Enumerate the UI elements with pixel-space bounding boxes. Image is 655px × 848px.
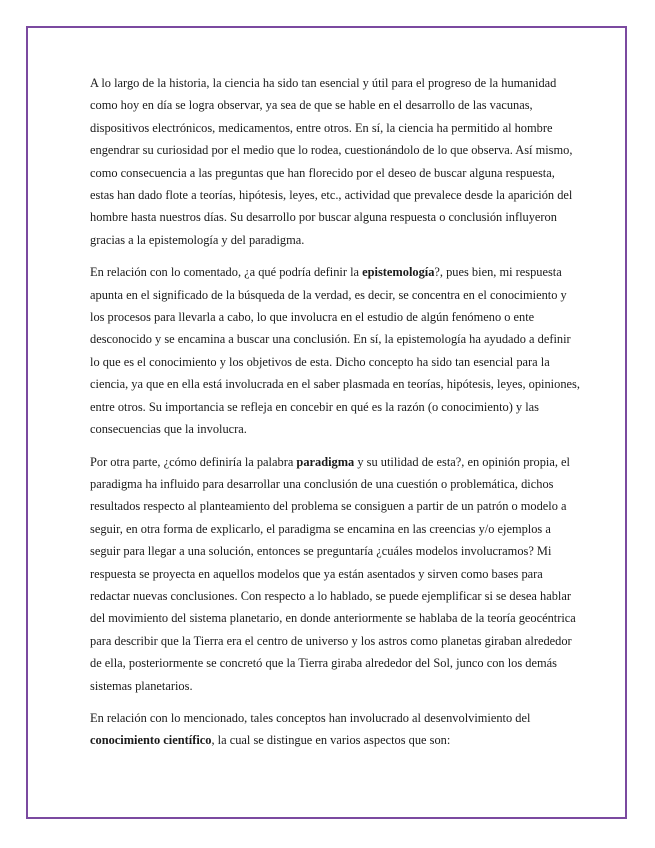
paragraph-epistemology [90, 261, 580, 440]
paragraph-scientific-knowledge [90, 707, 580, 752]
bold-term-paradigm: paradigma [296, 454, 355, 469]
paragraph-text: En relación con lo mencionado, tales conceptos han involucrado al desenvolvimiento del [90, 710, 531, 725]
bold-term-epistemology: epistemología [362, 265, 435, 280]
paragraph-text: ?, pues bien, mi respuesta apunta en el significado de la búsqueda de la verdad, es decir, se concentra en el conocimiento y los procesos para llevarla a cabo, lo que involucra en el estudio de algún fenómeno o ente desconocido y se encamina a buscar una conclusión. En sí, la epistemología ha ayudado a definir lo que es el conocimiento y los objetivos de esta. Dicho concepto ha sido tan esencial para la ciencia, ya que en ella está involucrada en el saber plasmada en teorías, hipótesis, leyes, opiniones, entre otros. Su importancia se refleja en concebir en qué es la razón (o conocimiento) y las consecuencias que la involucra. [90, 265, 580, 437]
paragraph-intro [90, 72, 580, 251]
paragraph-text: y su utilidad de esta?, en opinión propia, el paradigma ha influido para desarrollar una conclusión de una cuestión o problemática, dichos resultados respecto al planteamiento del problema se consiguen a partir de un patrón o modelo a seguir, en otra forma de explicarlo, el paradigma se encamina en las creencias y/o ejemplos a seguir para llegar a una solución, entonces se preguntaría ¿cuáles modelos involucramos? Mi respuesta se proyecta en aquellos modelos que ya están asentados y sirven como bases para redactar nuevas conclusiones. Con respecto a lo hablado, se puede ejemplificar si se desea hablar del movimiento del sistema planetario, en donde anteriormente se hablaba de la teoría geocéntrica para describir que la Tierra era el centro de universo y los astros como planetas giraban alrededor de ella, posteriormente se concretó que la Tierra giraba alrededor del Sol, junco con los demás sistemas planetarios. [90, 454, 576, 693]
paragraph-text: A lo largo de la historia, la ciencia ha sido tan esencial y útil para el progreso de la humanidad como hoy en día se logra observar, ya sea de que se hable en el desarrollo de las vacunas, dispositivos electrónicos, medicamentos, entre otros. En sí, la ciencia ha permitido al hombre engendrar su curiosidad por el medio que lo rodea, cuestionándolo de lo que observa. Así mismo, como consecuencia a las preguntas que han florecido por el deseo de buscar alguna respuesta, estas han dado flote a teorías, hipótesis, leyes, etc., actividad que prevalece desde la aparición del hombre hasta nuestros días. Su desarrollo por buscar alguna respuesta o conclusión influyeron gracias a la epistemología y del paradigma. [90, 76, 573, 247]
paragraph-text: , la cual se distingue en varios aspectos que son: [211, 733, 451, 748]
paragraph-text: Por otra parte, ¿cómo definiría la palabra [90, 454, 297, 469]
bold-term-scientific-knowledge: conocimiento científico [90, 733, 212, 748]
document-body [90, 72, 580, 762]
paragraph-paradigm [90, 451, 580, 697]
paragraph-text: En relación con lo comentado, ¿a qué podría definir la [90, 265, 363, 280]
